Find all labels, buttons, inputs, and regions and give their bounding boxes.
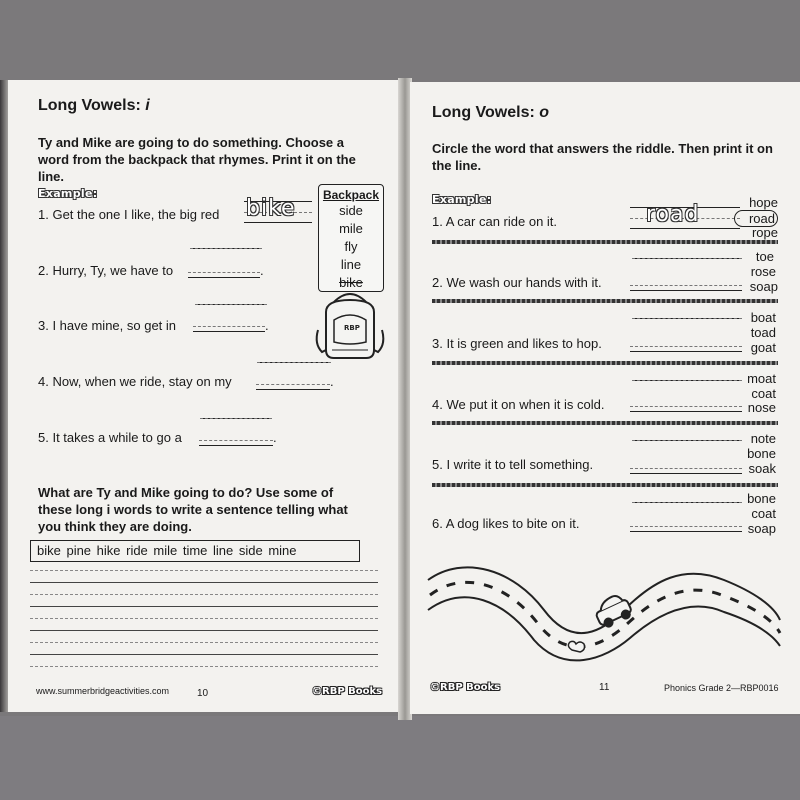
riddle-1: 1. A car can ride on it. [432, 214, 558, 229]
riddle-answer-line-4[interactable] [630, 400, 742, 412]
question-1: 1. Get the one I like, the big red [38, 207, 220, 222]
answer-line-5[interactable] [199, 434, 273, 446]
right-instructions: Circle the word that answers the riddle. Then print it on the line. [432, 141, 773, 173]
question-4: 4. Now, when we ride, stay on my [38, 374, 232, 389]
right-page-title: Long Vowels: o [432, 104, 550, 121]
riddle-3: 3. It is green and likes to hop. [432, 336, 602, 351]
section-divider [432, 361, 778, 365]
backpack-word-used: bike [339, 275, 363, 290]
riddle-2: 2. We wash our hands with it. [432, 275, 602, 290]
dust-cloud [568, 641, 584, 652]
riddle-3-option[interactable]: goat [750, 340, 776, 355]
section-divider [432, 240, 778, 244]
riddle-5-option[interactable]: bone [747, 446, 776, 461]
backpack-illustration [312, 290, 388, 362]
question-5: 5. It takes a while to go a [38, 430, 182, 445]
riddle-5: 5. I write it to tell something. [432, 457, 594, 472]
footer-url: www.summerbridgeactivities.com [36, 686, 170, 696]
question-2: 2. Hurry, Ty, we have to [38, 263, 174, 278]
writing-prompt: What are Ty and Mike going to do? Use some of these long i words to write a sentence telling what you think they are doing. [38, 485, 348, 534]
example-answer-road: road [646, 202, 700, 227]
riddle-5-option[interactable]: note [750, 431, 776, 446]
example-tag: Example: [432, 193, 492, 206]
riddle-answer-line-2[interactable] [630, 279, 742, 291]
backpack-word: side [339, 203, 363, 218]
riddle-1-option[interactable]: rope [751, 225, 778, 240]
riddle-6: 6. A dog likes to bite on it. [432, 516, 580, 531]
page-number-left: 10 [197, 688, 209, 699]
section-divider [432, 483, 778, 487]
section-divider [432, 421, 778, 425]
riddle-1-option-circled[interactable]: road [734, 210, 778, 227]
writing-line[interactable] [30, 654, 378, 655]
riddle-2-option[interactable]: rose [750, 264, 776, 279]
riddle-2-option[interactable]: toe [755, 249, 774, 264]
road-with-car-illustration [424, 550, 784, 674]
question-3: 3. I have mine, so get in [38, 318, 177, 333]
page-number-right: 11 [599, 682, 610, 693]
answer-line-4[interactable] [256, 378, 330, 390]
long-i-word-bank: bike pine hike ride mile time line side mine [30, 540, 360, 562]
car-icon [592, 592, 634, 631]
section-divider [432, 299, 778, 303]
riddle-6-option[interactable]: coat [751, 506, 776, 521]
riddle-1-option[interactable]: hope [749, 195, 778, 210]
background-bottom [0, 716, 800, 800]
example-answer: bike [246, 196, 296, 221]
riddle-4: 4. We put it on when it is cold. [432, 397, 605, 412]
writing-line[interactable] [30, 606, 378, 607]
footer-series: Phonics Grade 2—RBP0016 [664, 683, 779, 693]
riddle-6-option[interactable]: bone [747, 491, 776, 506]
writing-line[interactable] [30, 582, 378, 583]
backpack-logo: RBP [344, 324, 360, 332]
riddle-6-option[interactable]: soap [747, 521, 776, 536]
answer-line-3[interactable] [193, 320, 265, 332]
backpack-word-box [318, 184, 384, 292]
riddle-2-option[interactable]: soap [749, 279, 778, 294]
backpack-title: Backpack [322, 188, 380, 202]
riddle-answer-line-5[interactable] [630, 462, 742, 474]
writing-line[interactable] [30, 630, 378, 631]
publisher-logo-left: ©RBP Books [312, 686, 383, 697]
riddle-4-option[interactable]: moat [747, 371, 776, 386]
riddle-answer-line-6[interactable] [630, 520, 742, 532]
riddle-5-option[interactable]: soak [748, 461, 776, 476]
backpack-word: fly [344, 239, 358, 254]
left-page-title: Long Vowels: i [38, 97, 150, 114]
backpack-word: line [340, 257, 362, 272]
background-top [0, 0, 800, 80]
riddle-answer-line-3[interactable] [630, 340, 742, 352]
answer-line-2[interactable] [188, 266, 260, 278]
riddle-3-option[interactable]: toad [750, 325, 776, 340]
left-instructions: Ty and Mike are going to do something. Choose a word from the backpack that rhymes. Print it on the line. [38, 135, 356, 184]
riddle-3-option[interactable]: boat [750, 310, 776, 325]
riddle-4-option[interactable]: nose [747, 400, 776, 415]
riddle-4-option[interactable]: coat [751, 386, 776, 401]
backpack-word: mile [339, 221, 363, 236]
publisher-logo-right: ©RBP Books [430, 682, 501, 693]
example-tag: Example: [38, 187, 98, 200]
